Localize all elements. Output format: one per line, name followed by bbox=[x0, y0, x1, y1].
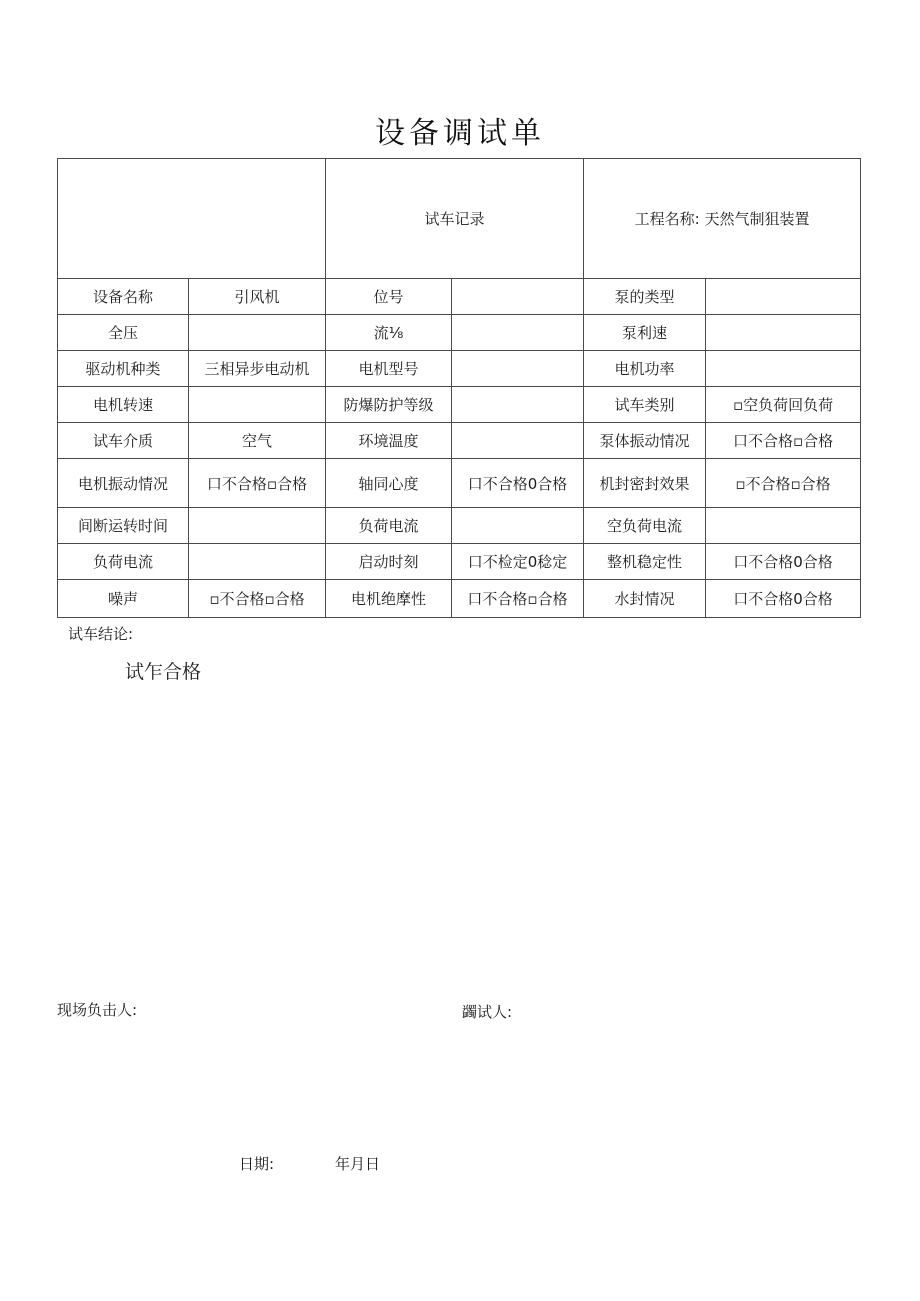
label-cell: 驱动机种类 bbox=[58, 351, 189, 387]
label-cell: 水封情况 bbox=[584, 580, 706, 618]
value-cell bbox=[452, 315, 584, 351]
value-cell: ▫不合格▫合格 bbox=[189, 580, 326, 618]
table-row bbox=[58, 544, 861, 580]
value-cell bbox=[452, 387, 584, 423]
label-cell: 电机振动情况 bbox=[58, 459, 189, 508]
table-row bbox=[58, 423, 861, 459]
value-cell: 引风机 bbox=[189, 279, 326, 315]
label-cell: 泵体振动情况 bbox=[584, 423, 706, 459]
document-title: 设备调试单 bbox=[375, 116, 545, 151]
label-cell: 间断运转时间 bbox=[58, 508, 189, 544]
value-cell: 口不合格▫合格 bbox=[706, 423, 861, 459]
label-cell: 机封密封效果 bbox=[584, 459, 706, 508]
table-row bbox=[58, 279, 861, 315]
conclusion-label: 试车结论: bbox=[68, 625, 134, 643]
value-cell bbox=[452, 508, 584, 544]
table-row bbox=[58, 387, 861, 423]
label-cell: 启动时刻 bbox=[326, 544, 452, 580]
label-cell: 环境温度 bbox=[326, 423, 452, 459]
value-cell bbox=[706, 315, 861, 351]
value-cell: 口不合格0合格 bbox=[706, 544, 861, 580]
value-cell bbox=[706, 279, 861, 315]
table-row bbox=[58, 508, 861, 544]
table-row bbox=[58, 351, 861, 387]
label-cell: 设备名称 bbox=[58, 279, 189, 315]
label-cell: 轴同心度 bbox=[326, 459, 452, 508]
label-cell: 电机绝摩性 bbox=[326, 580, 452, 618]
blank-header-cell bbox=[58, 159, 326, 279]
label-cell: 试车类别 bbox=[584, 387, 706, 423]
project-value: 天然气制狙装置 bbox=[704, 210, 810, 228]
value-cell: 口不合格▫合格 bbox=[452, 580, 584, 618]
label-cell: 泵的类型 bbox=[584, 279, 706, 315]
value-cell: 空气 bbox=[189, 423, 326, 459]
label-cell: 试车介质 bbox=[58, 423, 189, 459]
value-cell bbox=[189, 315, 326, 351]
value-cell: 口不合格0合格 bbox=[706, 580, 861, 618]
label-cell: 位号 bbox=[326, 279, 452, 315]
label-cell: 泵利速 bbox=[584, 315, 706, 351]
date-value: 年月日 bbox=[335, 1155, 381, 1173]
value-cell: ▫空负荷回负荷 bbox=[706, 387, 861, 423]
value-cell bbox=[189, 544, 326, 580]
project-label: 工程名称: bbox=[634, 210, 700, 228]
tester-label: 蠲试人: bbox=[462, 1003, 513, 1021]
value-cell bbox=[706, 508, 861, 544]
table-row bbox=[58, 315, 861, 351]
site-lead-label: 现场负击人: bbox=[57, 1001, 138, 1019]
value-cell bbox=[189, 387, 326, 423]
label-cell: 电机型号 bbox=[326, 351, 452, 387]
value-cell bbox=[452, 279, 584, 315]
label-cell: 电机转速 bbox=[58, 387, 189, 423]
label-cell: 电机功率 bbox=[584, 351, 706, 387]
value-cell: 三相异步电动机 bbox=[189, 351, 326, 387]
label-cell: 负荷电流 bbox=[58, 544, 189, 580]
label-cell: 空负荷电流 bbox=[584, 508, 706, 544]
label-cell: 全压 bbox=[58, 315, 189, 351]
label-cell: 噪声 bbox=[58, 580, 189, 618]
value-cell bbox=[452, 423, 584, 459]
conclusion-value: 试乍合格 bbox=[125, 661, 202, 683]
header-row bbox=[58, 159, 861, 279]
value-cell bbox=[189, 508, 326, 544]
label-cell: 负荷电流 bbox=[326, 508, 452, 544]
project-name-cell bbox=[584, 159, 861, 279]
value-cell: 口不合格0合格 bbox=[452, 459, 584, 508]
value-cell: ▫不合格▫合格 bbox=[706, 459, 861, 508]
value-cell: 口不合格▫合格 bbox=[189, 459, 326, 508]
value-cell bbox=[706, 351, 861, 387]
table-row bbox=[58, 580, 861, 618]
commissioning-table bbox=[57, 158, 861, 618]
label-cell: 流⅛ bbox=[326, 315, 452, 351]
value-cell bbox=[452, 351, 584, 387]
record-title: 试车记录 bbox=[326, 159, 584, 279]
value-cell: 口不检定0稔定 bbox=[452, 544, 584, 580]
table-row bbox=[58, 459, 861, 508]
label-cell: 整机稳定性 bbox=[584, 544, 706, 580]
label-cell: 防爆防护等级 bbox=[326, 387, 452, 423]
date-label: 日期: bbox=[239, 1155, 275, 1173]
